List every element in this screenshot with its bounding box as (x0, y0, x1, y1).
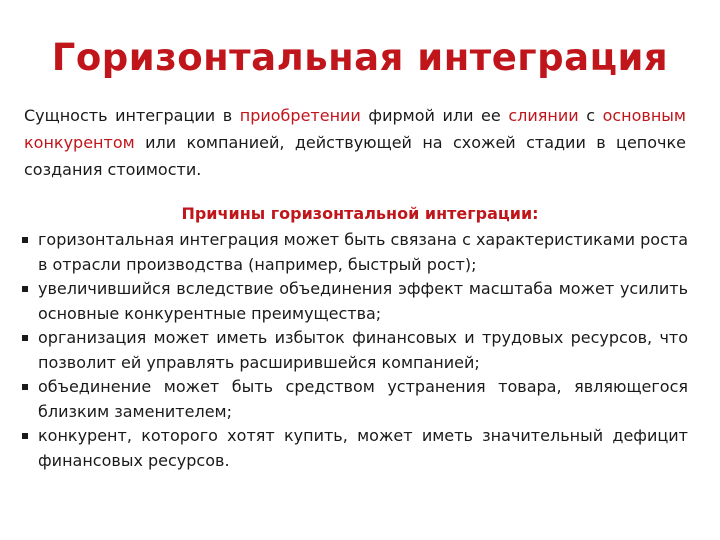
square-bullet-icon (22, 286, 28, 292)
intro-paragraph (24, 102, 686, 183)
reason-text: объединение может быть средством устранения товара, являющегося близким заменителем; (38, 377, 688, 421)
square-bullet-icon (22, 433, 28, 439)
reason-text: горизонтальная интеграция может быть связана с характеристиками роста в отрасли производства (например, быстрый рост); (38, 230, 688, 274)
slide-title: Горизонтальная интеграция (51, 36, 669, 79)
list-item (20, 228, 688, 277)
square-bullet-icon (22, 335, 28, 341)
list-item (20, 326, 688, 375)
reasons-list (20, 228, 688, 473)
highlight-acquisition: приобретении (239, 106, 361, 125)
reason-text: увеличившийся вследствие объединения эффект масштаба может усилить основные конкурентные преимущества; (38, 279, 688, 323)
intro-text-3: с (578, 106, 603, 125)
intro-text-4: или компанией, действующей на схожей стадии в цепочке создания стоимости. (24, 133, 686, 179)
reason-text: организация может иметь избыток финансовых и трудовых ресурсов, что позволит ей управлять расширившейся компанией; (38, 328, 688, 372)
list-item (20, 277, 688, 326)
list-item (20, 375, 688, 424)
list-item (20, 424, 688, 473)
reason-text: конкурент, которого хотят купить, может иметь значительный дефицит финансовых ресурсов. (38, 426, 688, 470)
intro-text-1: Сущность интеграции в (24, 106, 240, 125)
square-bullet-icon (22, 237, 28, 243)
reasons-heading: Причины горизонтальной интеграции: (181, 204, 539, 223)
square-bullet-icon (22, 384, 28, 390)
highlight-main-competitor: основным конкурентом (24, 106, 686, 152)
highlight-merger: слиянии (508, 106, 579, 125)
intro-text-2: фирмой или ее (360, 106, 509, 125)
